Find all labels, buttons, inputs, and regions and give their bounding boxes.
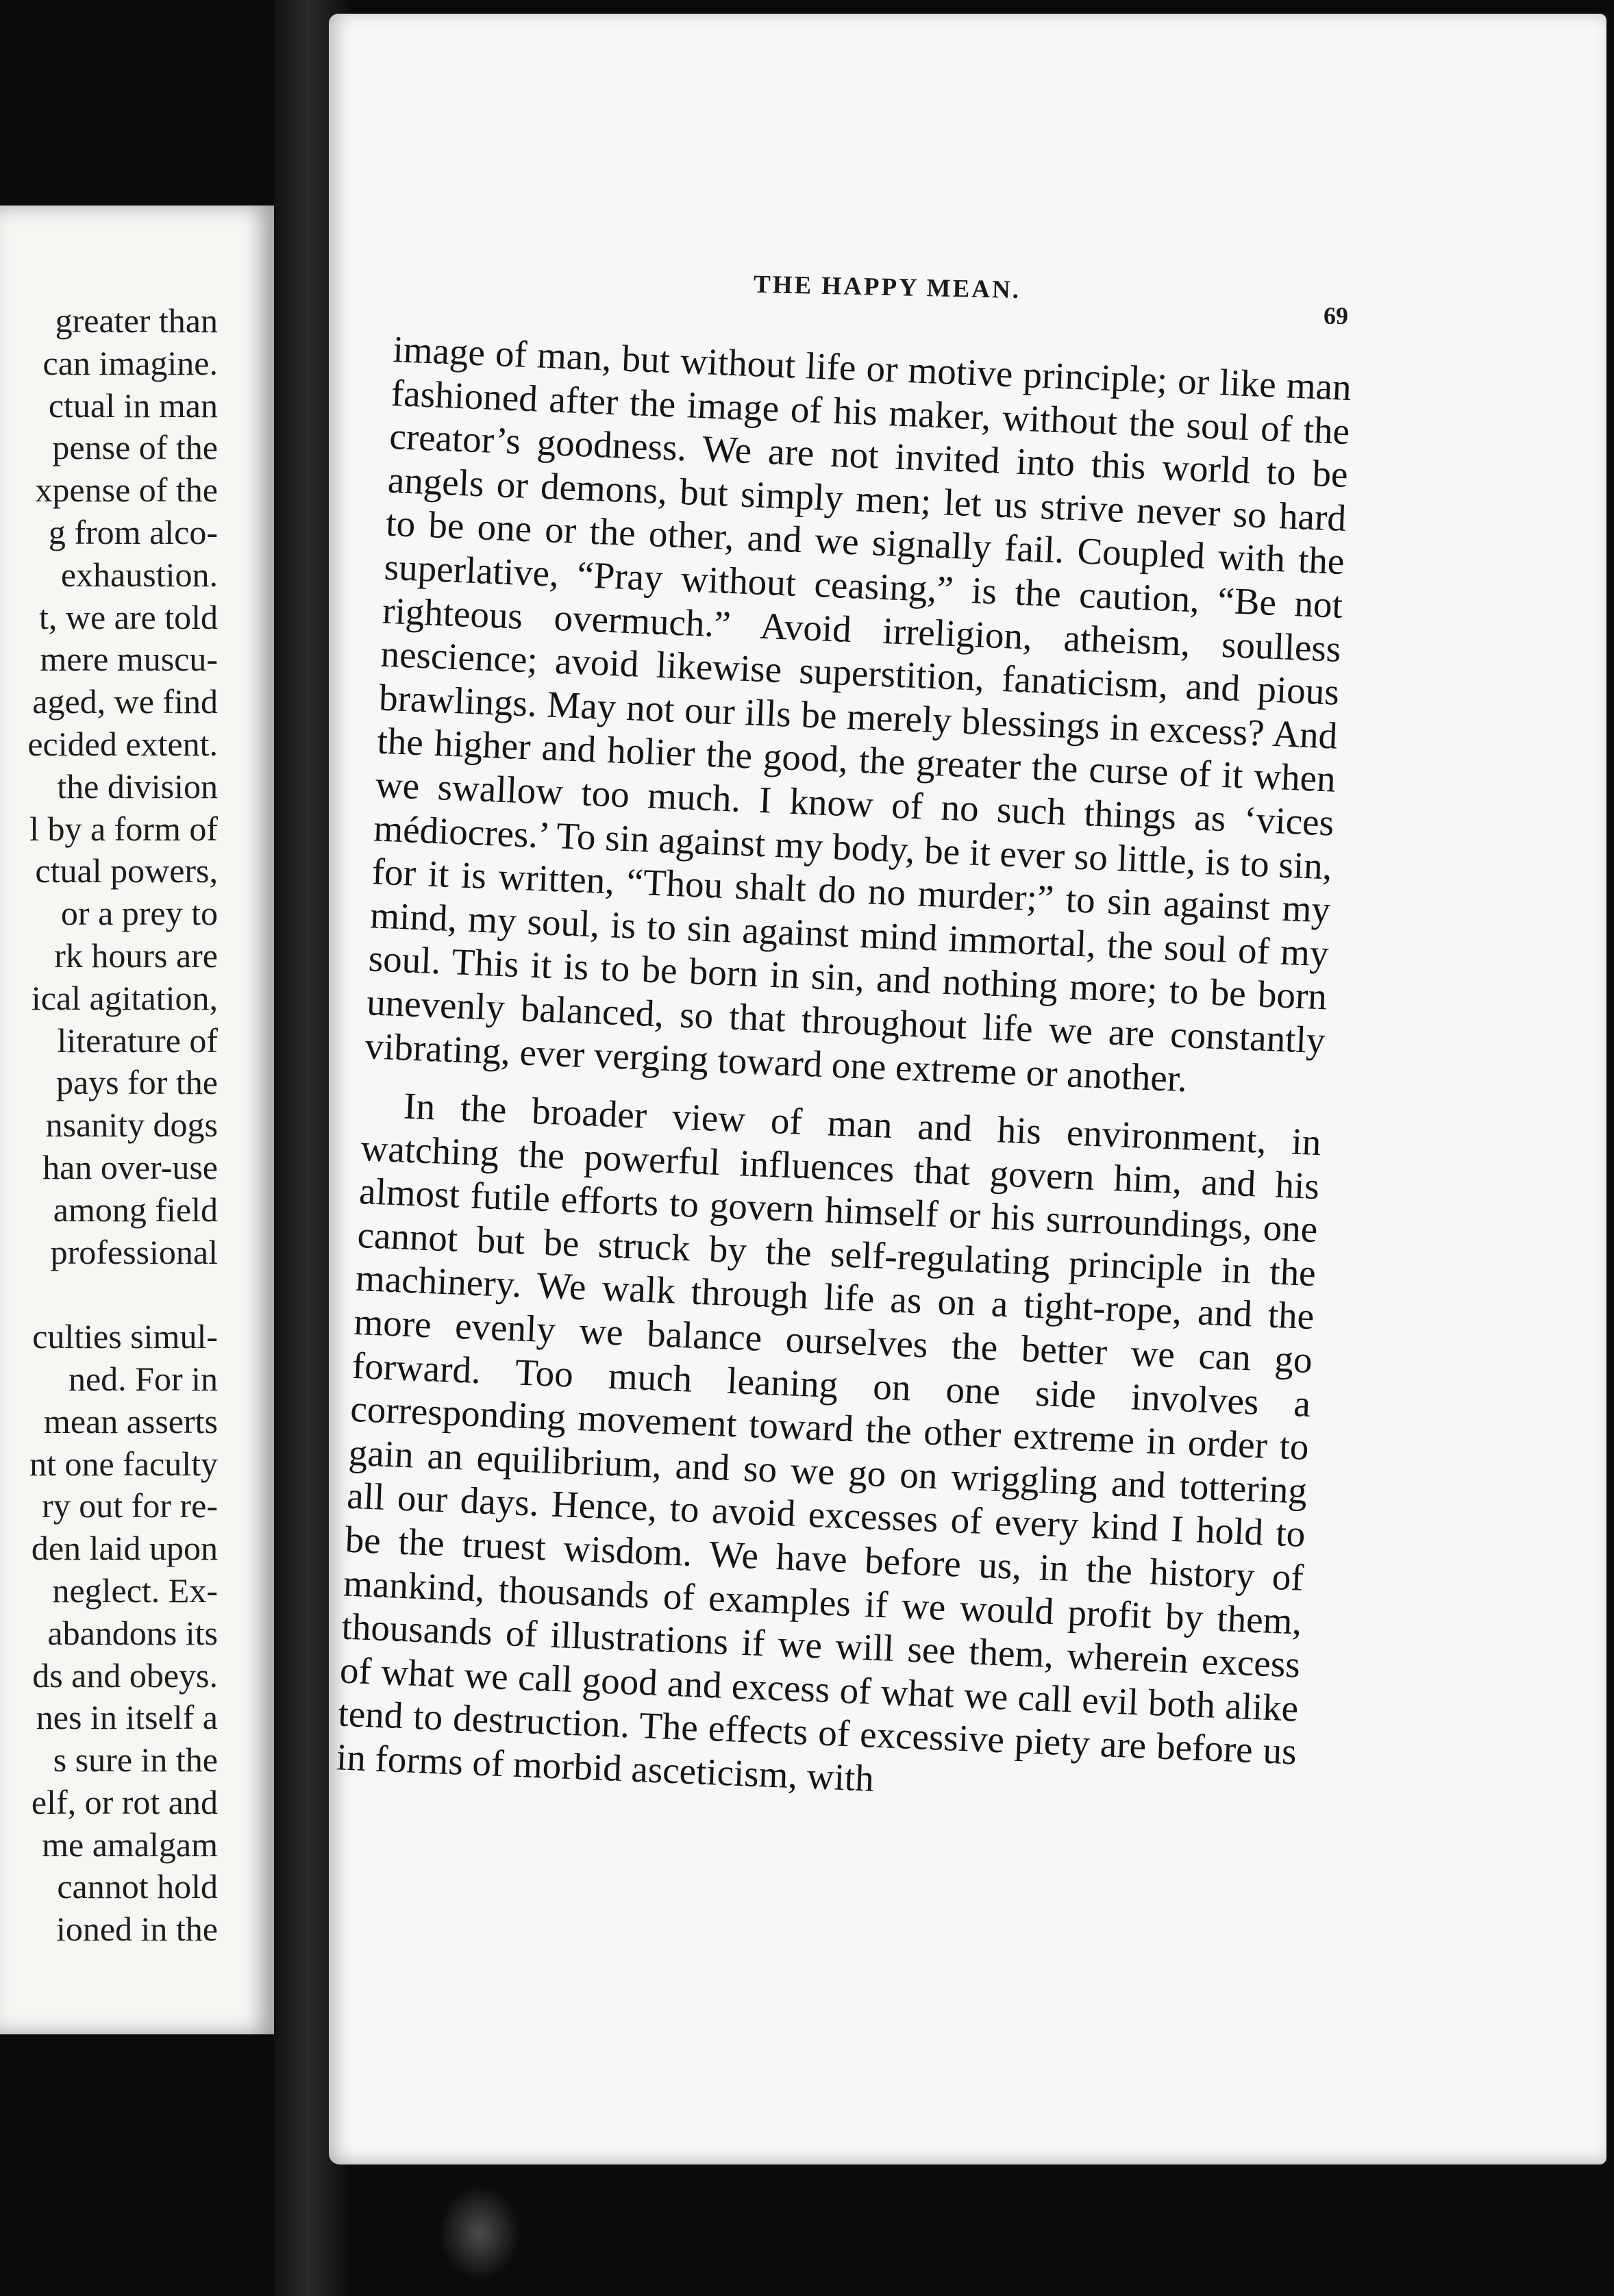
left-page-line: among field (53, 1190, 218, 1229)
left-page-line: professional (50, 1232, 218, 1271)
left-page-line: den laid upon (31, 1529, 218, 1568)
left-page-line (0, 1273, 218, 1316)
left-page-line: aged, we find (32, 682, 218, 721)
left-page-line: abandons its (47, 1613, 218, 1652)
left-page-line: ioned in the (55, 1910, 218, 1949)
left-page-line: cannot hold (57, 1867, 218, 1906)
scan-smudge (438, 2185, 521, 2281)
left-page-line: l by a form of (29, 809, 218, 848)
left-page-line: ds and obeys. (32, 1656, 218, 1695)
left-page-line: pense of the (52, 428, 218, 467)
left-page-line: t, we are told (38, 597, 218, 636)
running-head: THE HAPPY MEAN. (753, 270, 1021, 305)
right-page (329, 14, 1606, 2164)
left-page-line: ecided extent. (27, 724, 218, 763)
left-page-line: s sure in the (53, 1740, 218, 1780)
left-page-line: rk hours are (54, 936, 218, 975)
left-page (0, 205, 274, 2034)
left-page-line: mean asserts (43, 1401, 218, 1440)
left-page-line: pays for the (55, 1063, 218, 1102)
left-page-line: nes in itself a (36, 1698, 218, 1737)
left-page-line: exhaustion. (60, 555, 218, 594)
left-page-line: g from alco- (48, 512, 218, 551)
left-page-line: elf, or rot and (31, 1782, 218, 1821)
left-page-line: ical agitation, (31, 978, 218, 1017)
paragraph: image of man, but without life or motive principle; or like man fashioned after the image of his maker, without the soul of the creator’s goodness. We are not invited into this world to be angels or demons, but simply men; let us strive never so hard to be one or the other, and we signally fail. Coupled with the superlative, “Pray without ceasing,” is the caution, “Be not righteous overmuch.” Avoid irreligion, atheism, soulless nescience; avoid likewise superstition, fanaticism, and pious brawlings. May not our ills be merely blessings in excess? And the higher and holier the good, the greater the curse of it when we swallow too much. I know of no such things as ‘vices médiocres.’ To sin against my body, be it ever so little, is to sin, for it is written, “Thou shalt do no murder;” to sin against my mind, my soul, is to sin against mind immortal, the soul of my soul. This it is to be born in sin, and nothing more; to be born unevenly balanced, so that throughout life we are constantly vibrating, ever verging toward one extreme or another. (364, 327, 1352, 1099)
left-page-line: greater than (55, 301, 218, 340)
left-page-line: can imagine. (42, 343, 218, 382)
left-page-line: literature of (57, 1021, 218, 1060)
page-body (336, 327, 1352, 1817)
left-page-text (0, 300, 218, 1951)
left-page-line: ry out for re- (42, 1486, 218, 1525)
left-page-line: ctual in man (48, 386, 218, 425)
left-page-line: ctual powers, (35, 851, 218, 890)
left-page-line: mere muscu- (40, 640, 218, 679)
left-page-line: xpense of the (35, 471, 218, 510)
left-page-line: ned. For in (68, 1359, 218, 1398)
left-page-line: nt one faculty (29, 1444, 218, 1483)
paragraph: In the broader view of man and his environment, in watching the powerful influences that govern him, and his almost futile efforts to govern himself or his surroundings, one cannot but be struck by the self-regulating principle in the machinery. We walk through life as on a tight-rope, and the more evenly we balance ourselves the better we can go forward. Too much leaning on one side involves a corresponding movement toward the other extreme in order to gain an equilibrium, and so we go on wriggling and tottering all our days. Hence, to avoid excesses of every kind I hold to be the truest wisdom. We have before us, in the history of mankind, thousands of examples if we would profit by them, thousands of illustrations if we will see them, wherein excess of what we call good and excess of what we call evil both alike tend to destruction. The effects of excessive piety are before us in forms of morbid asceticism, with (335, 1084, 1322, 1799)
left-page-line: nsanity dogs (45, 1106, 218, 1145)
left-page-line: the division (57, 766, 218, 806)
page-number: 69 (1324, 302, 1348, 329)
left-page-line: or a prey to (60, 894, 218, 933)
left-page-line: han over-use (42, 1147, 218, 1186)
left-page-line: neglect. Ex- (52, 1571, 218, 1610)
left-page-line: me amalgam (42, 1825, 218, 1864)
left-page-line: culties simul- (32, 1317, 218, 1356)
